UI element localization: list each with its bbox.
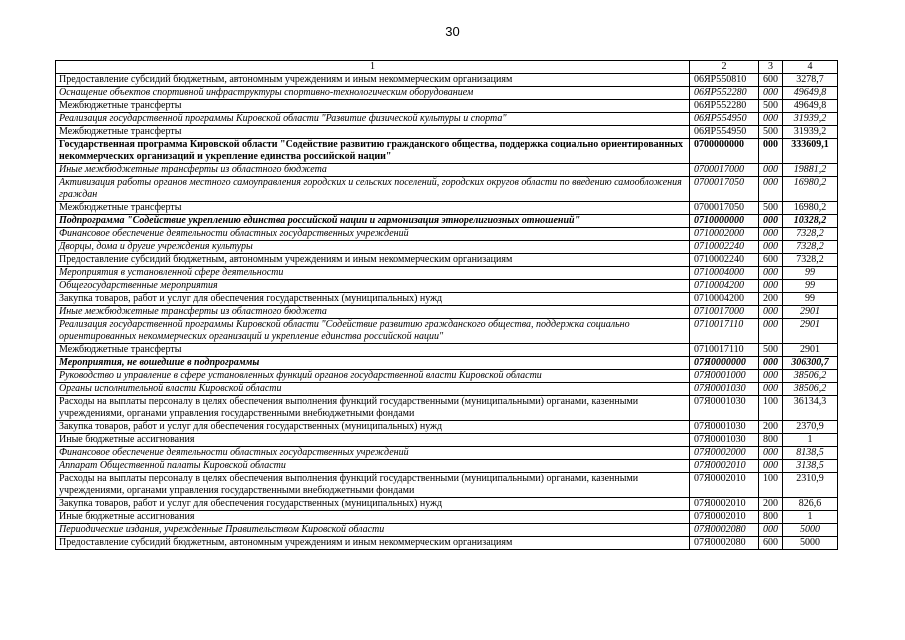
row-amount-cell: 10328,2: [783, 215, 838, 228]
row-expense-type-cell: 600: [759, 537, 783, 550]
row-code-cell: 0710002240: [690, 241, 759, 254]
table-row: [56, 357, 838, 370]
row-name-cell: Реализация государственной программы Кировской области "Содействие развитию гражданского общества, поддержка социально ориентированных некоммерческих организаций и укрепление единства российской нации": [56, 319, 690, 344]
row-expense-type-cell: 800: [759, 434, 783, 447]
row-code-cell: 06ЯР552280: [690, 87, 759, 100]
header-row: [56, 61, 838, 74]
row-name-cell: Финансовое обеспечение деятельности областных государственных учреждений: [56, 228, 690, 241]
row-amount-cell: 99: [783, 267, 838, 280]
row-amount-cell: 99: [783, 280, 838, 293]
row-expense-type-cell: 000: [759, 177, 783, 202]
row-name-cell: Межбюджетные трансферты: [56, 126, 690, 139]
column-header-amount: 4: [783, 61, 838, 74]
row-amount-cell: 2901: [783, 344, 838, 357]
row-amount-cell: 333609,1: [783, 139, 838, 164]
row-name-cell: Оснащение объектов спортивной инфраструктуры спортивно-технологическим оборудованием: [56, 87, 690, 100]
row-expense-type-cell: 100: [759, 473, 783, 498]
row-name-cell: Дворцы, дома и другие учреждения культуры: [56, 241, 690, 254]
row-code-cell: 07Я0001000: [690, 370, 759, 383]
row-amount-cell: 5000: [783, 524, 838, 537]
row-name-cell: Активизация работы органов местного самоуправления городских и сельских поселений, городских округов области по введению самообложения граждан: [56, 177, 690, 202]
table-row: [56, 228, 838, 241]
page-number: 30: [445, 24, 460, 39]
table-row: [56, 267, 838, 280]
row-name-cell: Предоставление субсидий бюджетным, автономным учреждениям и иным некоммерческим организациям: [56, 74, 690, 87]
row-code-cell: 07Я0002080: [690, 537, 759, 550]
row-code-cell: 07Я0001030: [690, 421, 759, 434]
row-code-cell: 0710002240: [690, 254, 759, 267]
row-amount-cell: 49649,8: [783, 100, 838, 113]
row-amount-cell: 16980,2: [783, 202, 838, 215]
row-name-cell: Руководство и управление в сфере установленных функций органов государственной власти Кировской области: [56, 370, 690, 383]
row-expense-type-cell: 000: [759, 215, 783, 228]
row-code-cell: 0710002000: [690, 228, 759, 241]
row-name-cell: Подпрограмма "Содействие укреплению единства российской нации и гармонизация этнорелигиозных отношений": [56, 215, 690, 228]
row-expense-type-cell: 000: [759, 460, 783, 473]
row-amount-cell: 7328,2: [783, 254, 838, 267]
table-row: [56, 164, 838, 177]
row-amount-cell: 2901: [783, 319, 838, 344]
table-row: [56, 126, 838, 139]
row-expense-type-cell: 200: [759, 421, 783, 434]
row-amount-cell: 38506,2: [783, 383, 838, 396]
row-amount-cell: 1: [783, 434, 838, 447]
row-expense-type-cell: 000: [759, 306, 783, 319]
row-expense-type-cell: 600: [759, 254, 783, 267]
row-name-cell: Мероприятия, не вошедшие в подпрограммы: [56, 357, 690, 370]
row-amount-cell: 49649,8: [783, 87, 838, 100]
row-amount-cell: 2901: [783, 306, 838, 319]
table-row: [56, 254, 838, 267]
row-name-cell: Предоставление субсидий бюджетным, автономным учреждениям и иным некоммерческим организациям: [56, 537, 690, 550]
row-name-cell: Иные бюджетные ассигнования: [56, 434, 690, 447]
row-code-cell: 07Я0001030: [690, 396, 759, 421]
table-row: [56, 139, 838, 164]
row-name-cell: Межбюджетные трансферты: [56, 202, 690, 215]
row-amount-cell: 31939,2: [783, 126, 838, 139]
row-expense-type-cell: 000: [759, 447, 783, 460]
table-row: [56, 383, 838, 396]
row-code-cell: 07Я0002000: [690, 447, 759, 460]
table-row: [56, 344, 838, 357]
column-header-code: 2: [690, 61, 759, 74]
row-code-cell: 0710017110: [690, 319, 759, 344]
row-code-cell: 0700017000: [690, 164, 759, 177]
row-code-cell: 06ЯР554950: [690, 126, 759, 139]
row-name-cell: Закупка товаров, работ и услуг для обеспечения государственных (муниципальных) нужд: [56, 421, 690, 434]
row-amount-cell: 306300,7: [783, 357, 838, 370]
table-row: [56, 177, 838, 202]
table-row: [56, 241, 838, 254]
row-code-cell: 06ЯР550810: [690, 74, 759, 87]
row-name-cell: Межбюджетные трансферты: [56, 100, 690, 113]
row-code-cell: 0700017050: [690, 177, 759, 202]
row-expense-type-cell: 100: [759, 396, 783, 421]
row-expense-type-cell: 200: [759, 293, 783, 306]
row-name-cell: Общегосударственные мероприятия: [56, 280, 690, 293]
row-name-cell: Закупка товаров, работ и услуг для обеспечения государственных (муниципальных) нужд: [56, 293, 690, 306]
row-name-cell: Иные бюджетные ассигнования: [56, 511, 690, 524]
table-row: [56, 280, 838, 293]
row-amount-cell: 99: [783, 293, 838, 306]
table-row: [56, 293, 838, 306]
row-code-cell: 0710000000: [690, 215, 759, 228]
table-row: [56, 511, 838, 524]
row-name-cell: Аппарат Общественной палаты Кировской области: [56, 460, 690, 473]
row-expense-type-cell: 500: [759, 202, 783, 215]
row-amount-cell: 38506,2: [783, 370, 838, 383]
table-row: [56, 306, 838, 319]
row-amount-cell: 19881,2: [783, 164, 838, 177]
row-name-cell: Государственная программа Кировской области "Содействие развитию гражданского общества, поддержка социально ориентированных некоммерческих организаций и укрепление единства российской нации": [56, 139, 690, 164]
row-expense-type-cell: 000: [759, 241, 783, 254]
row-code-cell: 07Я0002010: [690, 473, 759, 498]
table-row: [56, 421, 838, 434]
table-row: [56, 473, 838, 498]
row-expense-type-cell: 500: [759, 100, 783, 113]
row-name-cell: Закупка товаров, работ и услуг для обеспечения государственных (муниципальных) нужд: [56, 498, 690, 511]
row-expense-type-cell: 200: [759, 498, 783, 511]
table-row: [56, 434, 838, 447]
table-row: [56, 498, 838, 511]
row-name-cell: Межбюджетные трансферты: [56, 344, 690, 357]
row-expense-type-cell: 000: [759, 357, 783, 370]
row-name-cell: Мероприятия в установленной сфере деятельности: [56, 267, 690, 280]
row-amount-cell: 3278,7: [783, 74, 838, 87]
row-amount-cell: 826,6: [783, 498, 838, 511]
table-row: [56, 202, 838, 215]
row-expense-type-cell: 000: [759, 228, 783, 241]
row-amount-cell: 8138,5: [783, 447, 838, 460]
budget-table: [55, 60, 838, 550]
column-header-expense-type: 3: [759, 61, 783, 74]
row-expense-type-cell: 800: [759, 511, 783, 524]
row-name-cell: Органы исполнительной власти Кировской области: [56, 383, 690, 396]
row-expense-type-cell: 000: [759, 139, 783, 164]
table-row: [56, 74, 838, 87]
row-amount-cell: 3138,5: [783, 460, 838, 473]
table-row: [56, 460, 838, 473]
row-code-cell: 0710017110: [690, 344, 759, 357]
row-code-cell: 07Я0000000: [690, 357, 759, 370]
row-code-cell: 07Я0001030: [690, 434, 759, 447]
row-amount-cell: 31939,2: [783, 113, 838, 126]
row-name-cell: Реализация государственной программы Кировской области "Развитие физической культуры и спорта": [56, 113, 690, 126]
row-name-cell: Расходы на выплаты персоналу в целях обеспечения выполнения функций государственными (муниципальными) органами, казенными учреждениями, органами управления государственными внебюджетными фондами: [56, 473, 690, 498]
row-code-cell: 07Я0002080: [690, 524, 759, 537]
row-expense-type-cell: 000: [759, 370, 783, 383]
table-row: [56, 447, 838, 460]
row-expense-type-cell: 000: [759, 383, 783, 396]
row-amount-cell: 2370,9: [783, 421, 838, 434]
row-amount-cell: 7328,2: [783, 228, 838, 241]
row-name-cell: Периодические издания, учрежденные Правительством Кировской области: [56, 524, 690, 537]
row-amount-cell: 36134,3: [783, 396, 838, 421]
row-code-cell: 07Я0002010: [690, 498, 759, 511]
row-code-cell: 07Я0002010: [690, 511, 759, 524]
row-expense-type-cell: 500: [759, 344, 783, 357]
table-row: [56, 537, 838, 550]
row-code-cell: 07Я0002010: [690, 460, 759, 473]
table-row: [56, 319, 838, 344]
row-expense-type-cell: 600: [759, 74, 783, 87]
row-name-cell: Финансовое обеспечение деятельности областных государственных учреждений: [56, 447, 690, 460]
row-name-cell: Иные межбюджетные трансферты из областного бюджета: [56, 306, 690, 319]
row-expense-type-cell: 000: [759, 280, 783, 293]
row-expense-type-cell: 500: [759, 126, 783, 139]
column-header-name: 1: [56, 61, 690, 74]
row-amount-cell: 1: [783, 511, 838, 524]
row-expense-type-cell: 000: [759, 87, 783, 100]
table-row: [56, 100, 838, 113]
table-row: [56, 113, 838, 126]
row-code-cell: 06ЯР554950: [690, 113, 759, 126]
row-expense-type-cell: 000: [759, 113, 783, 126]
table-row: [56, 524, 838, 537]
row-expense-type-cell: 000: [759, 164, 783, 177]
row-name-cell: Предоставление субсидий бюджетным, автономным учреждениям и иным некоммерческим организациям: [56, 254, 690, 267]
row-code-cell: 0710004200: [690, 293, 759, 306]
row-expense-type-cell: 000: [759, 319, 783, 344]
row-amount-cell: 2310,9: [783, 473, 838, 498]
table-row: [56, 396, 838, 421]
row-code-cell: 07Я0001030: [690, 383, 759, 396]
row-code-cell: 0710017000: [690, 306, 759, 319]
table-row: [56, 87, 838, 100]
row-expense-type-cell: 000: [759, 524, 783, 537]
row-name-cell: Расходы на выплаты персоналу в целях обеспечения выполнения функций государственными (муниципальными) органами, казенными учреждениями, органами управления государственными внебюджетными фондами: [56, 396, 690, 421]
row-code-cell: 0700017050: [690, 202, 759, 215]
row-code-cell: 0710004200: [690, 280, 759, 293]
row-amount-cell: 7328,2: [783, 241, 838, 254]
table-row: [56, 215, 838, 228]
row-code-cell: 06ЯР552280: [690, 100, 759, 113]
row-amount-cell: 5000: [783, 537, 838, 550]
row-code-cell: 0710004000: [690, 267, 759, 280]
row-name-cell: Иные межбюджетные трансферты из областного бюджета: [56, 164, 690, 177]
row-code-cell: 0700000000: [690, 139, 759, 164]
table-row: [56, 370, 838, 383]
row-expense-type-cell: 000: [759, 267, 783, 280]
row-amount-cell: 16980,2: [783, 177, 838, 202]
